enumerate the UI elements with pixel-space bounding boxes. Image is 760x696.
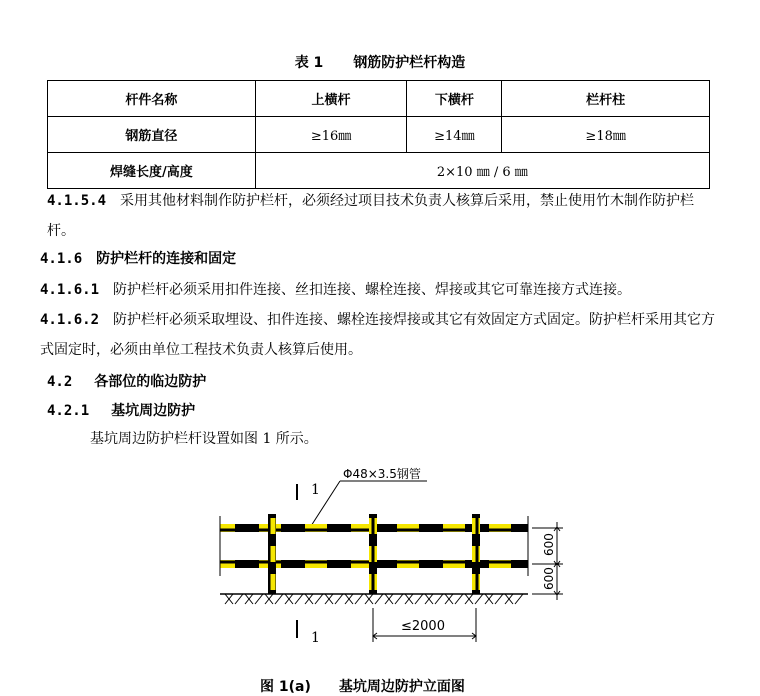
table-title [0, 52, 760, 72]
figure-caption [260, 676, 465, 696]
railing-post [472, 514, 480, 594]
heading-text: 各部位的临边防护 [94, 374, 207, 390]
table-header-cell: 上横杆 [255, 81, 407, 117]
railing-elevation-figure [205, 458, 570, 673]
paragraph-4-1-6-1 [40, 275, 710, 305]
table-cell: ≥18㎜ [502, 117, 710, 153]
section-number: 4.1.5.4 [47, 193, 107, 209]
heading-4-1-6 [40, 248, 236, 268]
section-number: 4.2 [47, 374, 73, 390]
table-cell: ≥14㎜ [407, 117, 502, 153]
paragraph-text: 防护栏杆必须采取埋设、扣件连接、螺栓连接焊接或其它有效固定方式固定。防护栏杆采用其它方式固定时，必须由单位工程技术负责人核算后使用。 [40, 312, 716, 358]
paragraph-text: 采用其他材料制作防护栏杆，必须经过项目技术负责人核算后采用，禁止使用竹木制作防护栏杆。 [47, 193, 695, 239]
table-header-cell: 栏杆柱 [502, 81, 710, 117]
dimension-label-spacing: ≤2000 [401, 619, 445, 634]
table-row [48, 117, 710, 153]
heading-4-2 [47, 371, 206, 391]
heading-text: 基坑周边防护 [111, 403, 196, 419]
section-number: 4.1.6 [40, 251, 83, 267]
section-number: 4.1.6.2 [40, 312, 100, 328]
railing-post [268, 514, 276, 594]
table-cell: 2×10 ㎜ / 6 ㎜ [255, 153, 709, 189]
section-mark-label: 1 [311, 630, 320, 646]
table-header-row [48, 81, 710, 117]
table-header-cell: 杆件名称 [48, 81, 256, 117]
railing-post [369, 514, 377, 594]
heading-4-2-1 [47, 400, 195, 420]
table-header-cell: 下横杆 [407, 81, 502, 117]
dimension-label-height: 600 [542, 567, 556, 590]
table-cell: 钢筋直径 [48, 117, 256, 153]
paragraph-text: 防护栏杆必须采用扣件连接、丝扣连接、螺栓连接、焊接或其它可靠连接方式连接。 [113, 282, 632, 298]
table-title-text: 钢筋防护栏杆构造 [353, 55, 466, 71]
table-cell: 焊缝长度/高度 [48, 153, 256, 189]
paragraph-4-2-1 [90, 424, 690, 454]
paragraph-text: 基坑周边防护栏杆设置如图 1 所示。 [90, 431, 318, 447]
ground-hatch [225, 594, 523, 604]
heading-text: 防护栏杆的连接和固定 [96, 251, 237, 267]
paragraph-4-1-6-2 [40, 305, 715, 365]
dimension-label-height: 600 [542, 533, 556, 556]
section-number: 4.2.1 [47, 403, 90, 419]
table-title-number: 表 1 [294, 55, 324, 71]
section-mark-label: 1 [311, 482, 320, 498]
table-cell: ≥16㎜ [255, 117, 407, 153]
figure-caption-text: 基坑周边防护立面图 [338, 679, 465, 695]
figure-caption-number: 图 1(a) [260, 679, 311, 695]
spec-table [47, 80, 710, 189]
table-row [48, 153, 710, 189]
section-number: 4.1.6.1 [40, 282, 100, 298]
paragraph-4-1-5-4 [47, 186, 717, 246]
pipe-label: Φ48×3.5钢管 [343, 467, 421, 481]
